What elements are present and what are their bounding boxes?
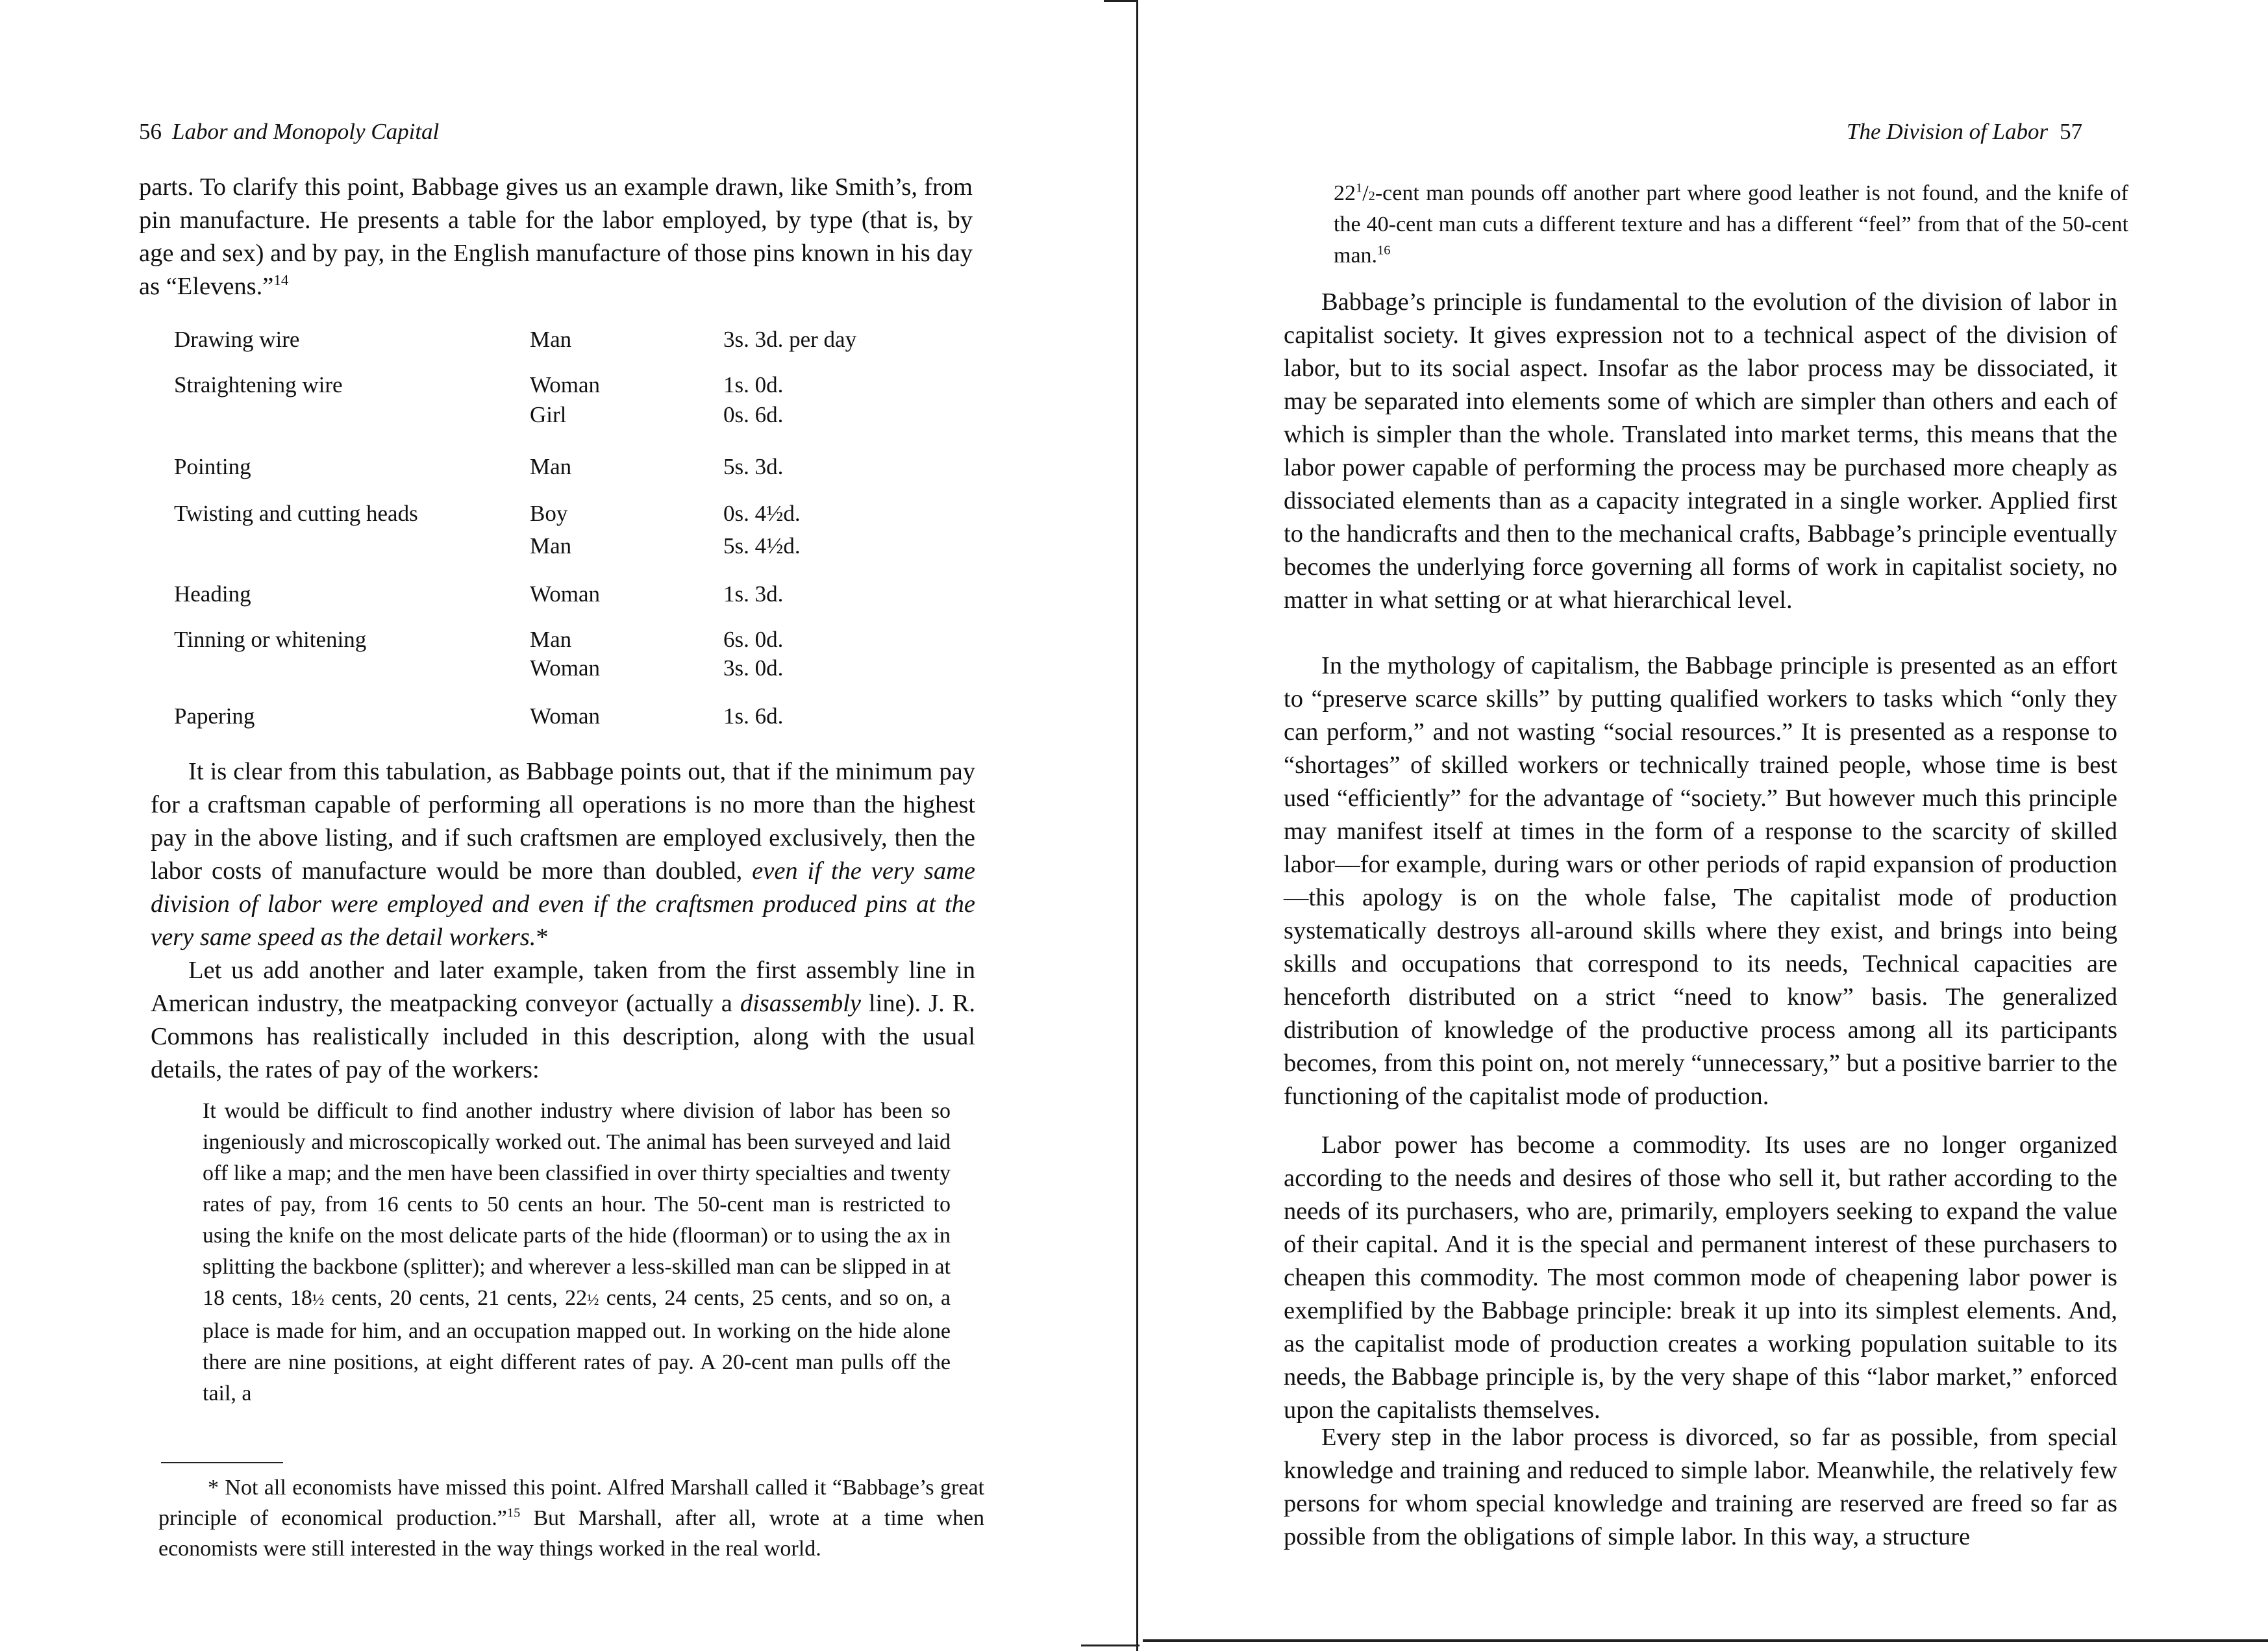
left-page-number: 56 xyxy=(139,119,162,144)
footnote: * Not all economists have missed this point. Alfred Marshall called it “Babbage’s great principle of economical production.”$^{15}$ But Marshall, after all, wrote at a time when economists were still interested in the way things worked in the real world. xyxy=(158,1476,984,1561)
table-cell-worker: Man xyxy=(530,454,572,479)
right-paragraph-3: Labor power has become a commodity. Its uses are no longer organized according to the needs and desires of those who sell it, but rather according to the needs of its purchasers, who are, primarily, employers seeking to expand the value of their capital. And it is the special and permanent interest of these purchasers to cheapen this commodity. The most common mode of cheapening labor power is exemplified by the Babbage principle: break it up into its simplest elements. And, as the capitalist mode of production creates a working population suitable to its needs, the Babbage principle is, by the very shape of this “labor market,” enforced upon the capitalists themselves. xyxy=(1284,1131,2117,1424)
note-ref-16: 16 xyxy=(1377,243,1391,258)
left-running-title: Labor and Monopoly Capital xyxy=(172,119,440,144)
table-cell-pay: 0s. 6d. xyxy=(723,402,784,427)
table-cell-pay: 1s. 6d. xyxy=(723,703,784,729)
table-cell-pay: 3s. 3d. per day xyxy=(723,327,857,352)
table-cell-worker: Woman xyxy=(530,703,600,729)
table-cell-worker: Woman xyxy=(530,655,600,681)
note-ref-14: 14 xyxy=(273,271,289,289)
table-cell-pay: 1s. 0d. xyxy=(723,372,784,397)
table-cell-worker: Man xyxy=(530,533,572,559)
table-cell-operation: Pointing xyxy=(174,454,251,479)
emphasis-text: disassembly xyxy=(740,990,861,1017)
table-cell-worker: Woman xyxy=(530,581,600,607)
table-cell-operation: Tinning or whitening xyxy=(174,627,367,652)
table-cell-worker: Man xyxy=(530,627,572,652)
table-cell-operation: Papering xyxy=(174,703,255,729)
right-running-head xyxy=(1847,119,2082,145)
right-paragraph-2: In the mythology of capitalism, the Babbage principle is presented as an effort to “preserve scarce skills” by putting qualified workers to tasks which “only they can perform,” and not wasting “social resources.” It is presented as a response to “shortages” of skilled workers or technically trained people, whose time is best used “efficiently” for the advantage of “society.” But however much this principle may manifest itself at times in the form of a response to the scarcity of skilled labor—for example, during wars or other periods of rapid expansion of production—this apology is on the whole false, The capitalist mode of production systematically destroys all-around skills where they exist, and brings into being skills and occupations that correspond to its needs, Technical capacities are henceforth distributed on a strict “need to know” basis. The generalized distribution of knowledge of the productive process among all its participants becomes, from this point on, not merely “unnecessary,” but a positive barrier to the functioning of the capitalist mode of production. xyxy=(1284,652,2117,1110)
commons-block-quote: It would be difficult to find another industry where division of labor has been so ingeniously and microscopically worked out. The animal has been surveyed and laid off like a map; and the men have been classified in over thirty specialties and twenty rates of pay, from 16 cents to 50 cents an hour. The 50-cent man is restricted to using the knife on the most delicate parts of the hide (floorman) or to using the ax in splitting the backbone (splitter); and wherever a less-skilled man can be slipped in at 18 cents, 18½ cents, 20 cents, 21 cents, 22½ cents, 24 cents, 25 cents, and so on, a place is made for him, and an occupation mapped out. In working on the hide alone there are nine positions, at eight different rates of pay. A 20-cent man pulls off the tail, a xyxy=(203,1099,951,1405)
emphasis-text: even if the very same division of labor were employed and even if the craftsmen produced pins at the very same speed as the detail workers. xyxy=(151,857,975,951)
right-page-number: 57 xyxy=(2060,119,2083,144)
table-cell-worker: Boy xyxy=(530,501,568,526)
footnote-mark: * xyxy=(536,924,549,951)
table-cell-pay: 3s. 0d. xyxy=(723,655,784,681)
table-cell-operation: Heading xyxy=(174,581,251,607)
table-cell-operation: Straightening wire xyxy=(174,372,343,397)
note-ref-15: 15 xyxy=(506,1506,521,1520)
table-cell-pay: 1s. 3d. xyxy=(723,581,784,607)
table-cell-pay: 6s. 0d. xyxy=(723,627,784,652)
table-cell-operation: Drawing wire xyxy=(174,327,300,352)
table-cell-worker: Woman xyxy=(530,372,600,397)
left-paragraph-3: Let us add another and later example, taken from the first assembly line in American industry, the meatpacking conveyor (actually a disassembly line). J. R. Commons has realistically included in this description, along with the usual details, the rates of pay of the workers: xyxy=(151,957,976,1083)
table-cell-worker: Girl xyxy=(530,402,567,427)
right-paragraph-4: Every step in the labor process is divorced, so far as possible, from special knowledge and training and reduced to simple labor. Meanwhile, the relatively few persons for whom special knowledge and training are reserved are freed so far as possible from the obligations of simple labor. In this way, a structure xyxy=(1284,1424,2117,1550)
table-cell-pay: 5s. 4½d. xyxy=(723,533,801,559)
left-paragraph-2: It is clear from this tabulation, as Babbage points out, that if the minimum pay for a craftsman capable of performing all operations is no more than the highest pay in the above listing, and if such craftsmen are employed exclusively, then the labor costs of manufacture would be more than doubled, even if the very same division of labor were employed and even if the craftsmen produced pins at the very same speed as the detail workers.* xyxy=(151,758,975,951)
table-cell-pay: 0s. 4½d. xyxy=(723,501,801,526)
table-cell-worker: Man xyxy=(530,327,572,352)
table-cell-operation: Twisting and cutting heads xyxy=(174,501,418,526)
right-paragraph-1: Babbage’s principle is fundamental to the evolution of the division of labor in capitalist society. It gives expression not to a technical aspect of the division of labor, but to its social aspect. Insofar as the labor process may be dissociated, it may be separated into elements some of which are simpler than others and each of which is simpler than the whole. Translated into market terms, this means that the labor power capable of performing the process may be purchased more cheaply as dissociated elements than as a capacity integrated in a single worker. Applied first to the handicrafts and then to the mechanical crafts, Babbage’s principle eventually becomes the underlying force governing all forms of work in capitalist society, no matter in what setting or at what hierarchical level. xyxy=(1284,288,2117,614)
block-quote-continued: $22^1/2$-cent man pounds off another part where good leather is not found, and the knife of the 40-cent man cuts a different texture and has a different “feel” from that of the 50-cent man.$^{16}$ xyxy=(1334,181,2128,268)
table-cell-pay: 5s. 3d. xyxy=(723,454,784,479)
left-paragraph-1: parts. To clarify this point, Babbage gives us an example drawn, like Smith’s, from pin manufacture. He presents a table for the labor employed, by type (that is, by age and sex) and by pay, in the English manufacture of those pins known in his day as “Elevens.”$^{14}$ xyxy=(139,173,973,300)
right-running-title: The Division of Labor xyxy=(1847,119,2049,144)
